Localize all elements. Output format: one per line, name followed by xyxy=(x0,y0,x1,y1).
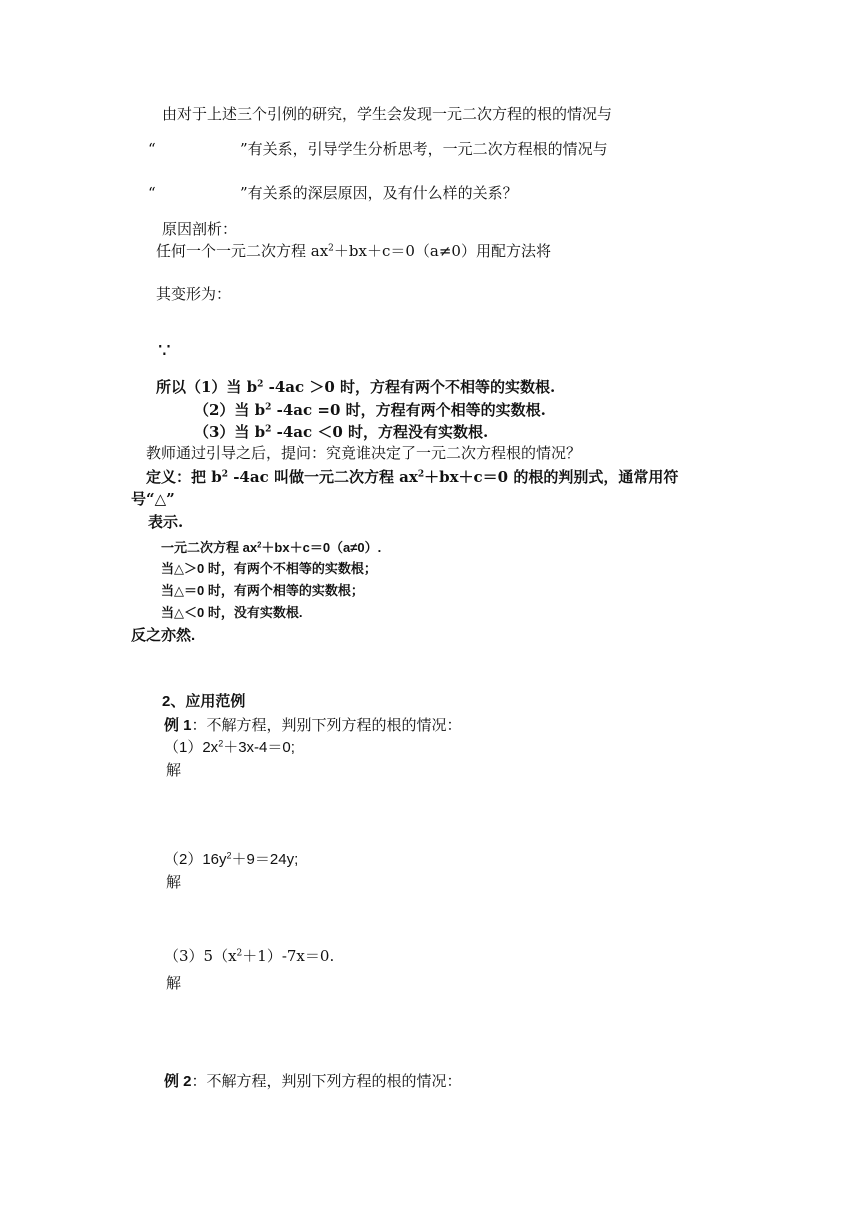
intro-line-3: ”有关系的深层原因，及有什么样的关系？ xyxy=(240,184,518,202)
intro-line-2-open-quote: “ xyxy=(148,140,156,158)
converse-statement: 反之亦然. xyxy=(131,627,196,644)
teacher-question: 教师通过引导之后，提问：究竟谁决定了一元二次方程根的情况？ xyxy=(146,444,582,462)
problem-2: $(2)16y^2+9=24y$; xyxy=(164,850,299,868)
definition-line-1: 定义：把 $b^2$ -4ac 叫做一元二次方程 $ax^2+bx+c=0$ 的根的判别式，通常用符 xyxy=(146,468,679,486)
summary-line-2: 当△＞0 时，有两个不相等的实数根； xyxy=(161,561,377,576)
case-1: 所以（1）当 $b^2$ -4ac ＞0 时，方程有两个不相等的实数根. xyxy=(156,378,556,396)
summary-line-3: 当△＝0 时，有两个相等的实数根； xyxy=(161,583,364,598)
problem-1: $(1)2x^2+3x-4=0$; xyxy=(164,738,295,756)
analysis-line-1: 任何一个一元二次方程 $ax^2+bx+c=0(a\ne 0)$用配方法将 xyxy=(156,242,551,260)
problem-3: $(3)5(x^2+1)-7x=0$. xyxy=(164,947,335,965)
because-symbol: ∵ xyxy=(158,338,171,362)
analysis-line-2: 其变形为： xyxy=(156,285,232,303)
solution-1-label: 解 xyxy=(166,762,182,779)
summary-line-1: 一元二次方程 $ax^2+bx+c=0(a\ne 0)$. xyxy=(161,540,382,555)
example-2-prompt: 例 2：不解方程，判别下列方程的根的情况： xyxy=(164,1072,462,1090)
summary-line-4: 当△＜0 时，没有实数根. xyxy=(161,605,303,620)
analysis-heading: 原因剖析： xyxy=(162,220,238,238)
definition-line-2: 号“△” xyxy=(131,490,175,508)
section-title: 2、应用范例 xyxy=(162,693,246,710)
intro-line-3-open-quote: “ xyxy=(148,184,156,202)
solution-2-label: 解 xyxy=(166,874,182,891)
intro-line-2: ”有关系，引导学生分析思考，一元二次方程根的情况与 xyxy=(240,140,608,158)
solution-3-label: 解 xyxy=(166,975,182,992)
example-1-prompt: 例 1：不解方程，判别下列方程的根的情况： xyxy=(164,716,462,734)
case-2: （2）当 $b^2$ -4ac =0 时，方程有两个相等的实数根. xyxy=(194,401,546,419)
intro-line-1: 由对于上述三个引例的研究，学生会发现一元二次方程的根的情况与 xyxy=(162,105,613,123)
case-3: （3）当 $b^2$ -4ac ＜0 时，方程没有实数根. xyxy=(194,423,489,441)
definition-line-3: 表示. xyxy=(148,513,184,531)
